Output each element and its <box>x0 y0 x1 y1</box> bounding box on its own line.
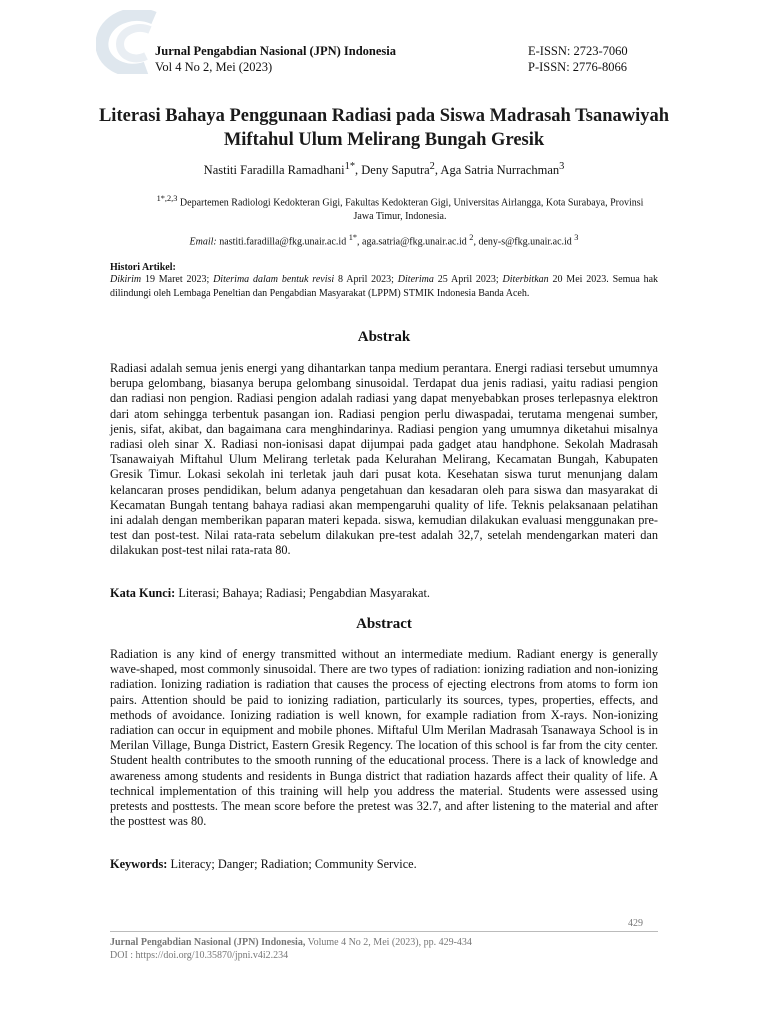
history-accepted-label: Diterima <box>397 274 434 285</box>
keywords-label: Keywords: <box>110 857 168 871</box>
history-accepted: 25 April 2023; <box>437 274 499 285</box>
journal-title: Jurnal Pengabdian Nasional (JPN) Indonesia <box>155 44 397 58</box>
author-sup: 1* <box>344 161 356 172</box>
pissn: P-ISSN: 2776-8066 <box>528 60 627 74</box>
email-address[interactable]: aga.satria@fkg.unair.ac.id <box>362 236 467 248</box>
history-received: 19 Maret 2023; <box>144 274 210 285</box>
history-rights: Semua hak dilindungi oleh Lembaga Peneltian dan Pengabdian Masyarakat (LPPM) STMIK Indonesia Banda Aceh. <box>110 274 659 299</box>
email-address[interactable]: nastiti.faradilla@fkg.unair.ac.id <box>219 236 347 248</box>
affiliation <box>150 192 650 224</box>
history-published: 20 Mei 2023. <box>552 274 609 285</box>
footer-citation <box>110 937 472 948</box>
author-name: Deny Saputra <box>361 163 430 178</box>
history-text <box>110 273 658 301</box>
keywords-text: Literacy; Danger; Radiation; Community Service. <box>170 857 417 871</box>
abstract-text: Radiation is any kind of energy transmitted without an intermediate medium. Radiant energy is generally wave-shaped, most commonly sinusoidal. There are two types of radiation: ionizing radiation and non-ionizing radiation. Ionizing radiation is radiation that causes the process of ejecting electrons from atoms to form ion pairs. Attention should be paid to ionizing radiation, particularly its sources, types, properties, effects, and methods of avoidance. Ionizing radiation is well known, for example radiation from X-rays. Non-ionizing radiation can occur in equipment and mobile phones. Miftaful Ulm Merilan Madrasah Tsanawaya School is in Merilan Village, Bunga District, Eastern Gresik Regency. The location of this school is far from the city center. Student health contributes to the smooth running of the educational process. There is a lack of knowledge and awareness among students and residents in Bunga district that radiation hazards affect their quality of life. A technical implementation of this training will help you address the material. Students were assessed using pretests and posttests. The mean score before the pretest was 32.7, and after listening to the material and after the posttest was 80. <box>110 647 658 829</box>
email-sup: 2 <box>469 233 474 242</box>
abstrak-text: Radiasi adalah semua jenis energi yang dihantarkan tanpa medium perantara. Energi radiasi tersebut umumnya berupa gelombang, biasanya berupa gelombang sinusoidal. Terdapat dua jenis radiasi, yaitu radiasi pengion dan radiasi non pengion. Radiasi pengion adalah radiasi yang dapat menyebabkan proses terlepasnya elektron dari atom sehingga terbentuk pasangan ion. Radiasi pengion perlu diwaspadai, terutama mengenai sumber, jenis, sifat, akibat, dan bagaimana cara menghindarinya. Radiasi pengion yang umumnya diketahui misalnya radiasi oleh sinar X. Radiasi non-ionisasi dapat dijumpai pada gadget atau handphone. Sekolah Madrasah Tsanawaiyah Miftahul Ulum Melirang terletak pada Kelurahan Melirang, Kecamatan Bungah, Kabupaten Gresik Timur. Lokasi sekolah ini terletak jauh dari pusat kota. Kesehatan siswa turut menunjang dalam kelancaran proses pendidikan, belum adanya pengetahuan dan kesadaran oleh para siswa dan masyarakat di Kecamatan Bungah tentang bahaya radiasi akan mempengaruhi quality of life. Teknis pelaksanaan pelatihan ini adalah dengan memberikan paparan materi kepada. siswa, kemudian dilakukan evaluasi menggunakan pre-test dan post-test. Nilai rata-rata sebelum dilakukan pre-test adalah 32,7, setelah mendengarkan materi dan dilakukan post-test nilai rata-rata 80. <box>110 361 658 558</box>
eissn: E-ISSN: 2723-7060 <box>528 44 628 58</box>
history-received-label: Dikirim <box>110 274 142 285</box>
history-revised: 8 April 2023; <box>337 274 394 285</box>
kata-kunci-label: Kata Kunci: <box>110 586 176 600</box>
email-sup: 1* <box>348 233 358 242</box>
issn-block <box>528 43 628 75</box>
author-name: Nastiti Faradilla Ramadhani <box>203 163 345 178</box>
article-title: Literasi Bahaya Penggunaan Radiasi pada Siswa Madrasah Tsanawiyah Miftahul Ulum Melirang Bungah Gresik <box>98 106 670 150</box>
footer-journal: Jurnal Pengabdian Nasional (JPN) Indonesia, <box>110 937 306 948</box>
author-sup: 2 <box>429 161 435 172</box>
footer-divider <box>110 931 658 932</box>
history-published-label: Diterbitkan <box>502 274 549 285</box>
author-name: Aga Satria Nurrachman <box>440 163 560 178</box>
kata-kunci <box>110 586 658 601</box>
keywords <box>110 857 658 872</box>
email-sup: 3 <box>574 233 579 242</box>
history-revised-label: Diterima dalam bentuk revisi <box>213 274 335 285</box>
abstrak-heading: Abstrak <box>357 329 411 345</box>
email-label: Email: <box>189 236 217 248</box>
journal-header <box>155 43 396 75</box>
email-address[interactable]: deny-s@fkg.unair.ac.id <box>478 236 572 248</box>
author-sup: 3 <box>559 161 565 172</box>
email-line: Email: nastiti.faradilla@fkg.unair.ac.id $^{1*}$, aga.satria@fkg.unair.ac.id $^2$, deny-s@fkg.unair.ac.id $^3$ <box>189 233 579 248</box>
abstract-heading: Abstract <box>356 616 412 632</box>
affiliation-sup: 1*,2,3 <box>156 194 178 203</box>
kata-kunci-text: Literasi; Bahaya; Radiasi; Pengabdian Masyarakat. <box>178 586 430 600</box>
footer-doi[interactable]: DOI : https://doi.org/10.35870/jpni.v4i2.234 <box>110 950 289 961</box>
page-number: 429 <box>628 918 643 929</box>
affiliation-text: Departemen Radiologi Kedokteran Gigi, Fakultas Kedokteran Gigi, Universitas Airlangga, Kota Surabaya, Provinsi Jawa Timur, Indonesia. <box>179 197 644 223</box>
journal-volume: Vol 4 No 2, Mei (2023) <box>155 60 273 74</box>
footer-volume: Volume 4 No 2, Mei (2023), pp. 429-434 <box>307 937 472 948</box>
author-list: Nastiti Faradilla Ramadhani$^{1*}$, Deny Saputra$^2$, Aga Satria Nurrachman$^3$ <box>203 161 565 178</box>
history-heading: Histori Artikel: <box>110 262 176 273</box>
